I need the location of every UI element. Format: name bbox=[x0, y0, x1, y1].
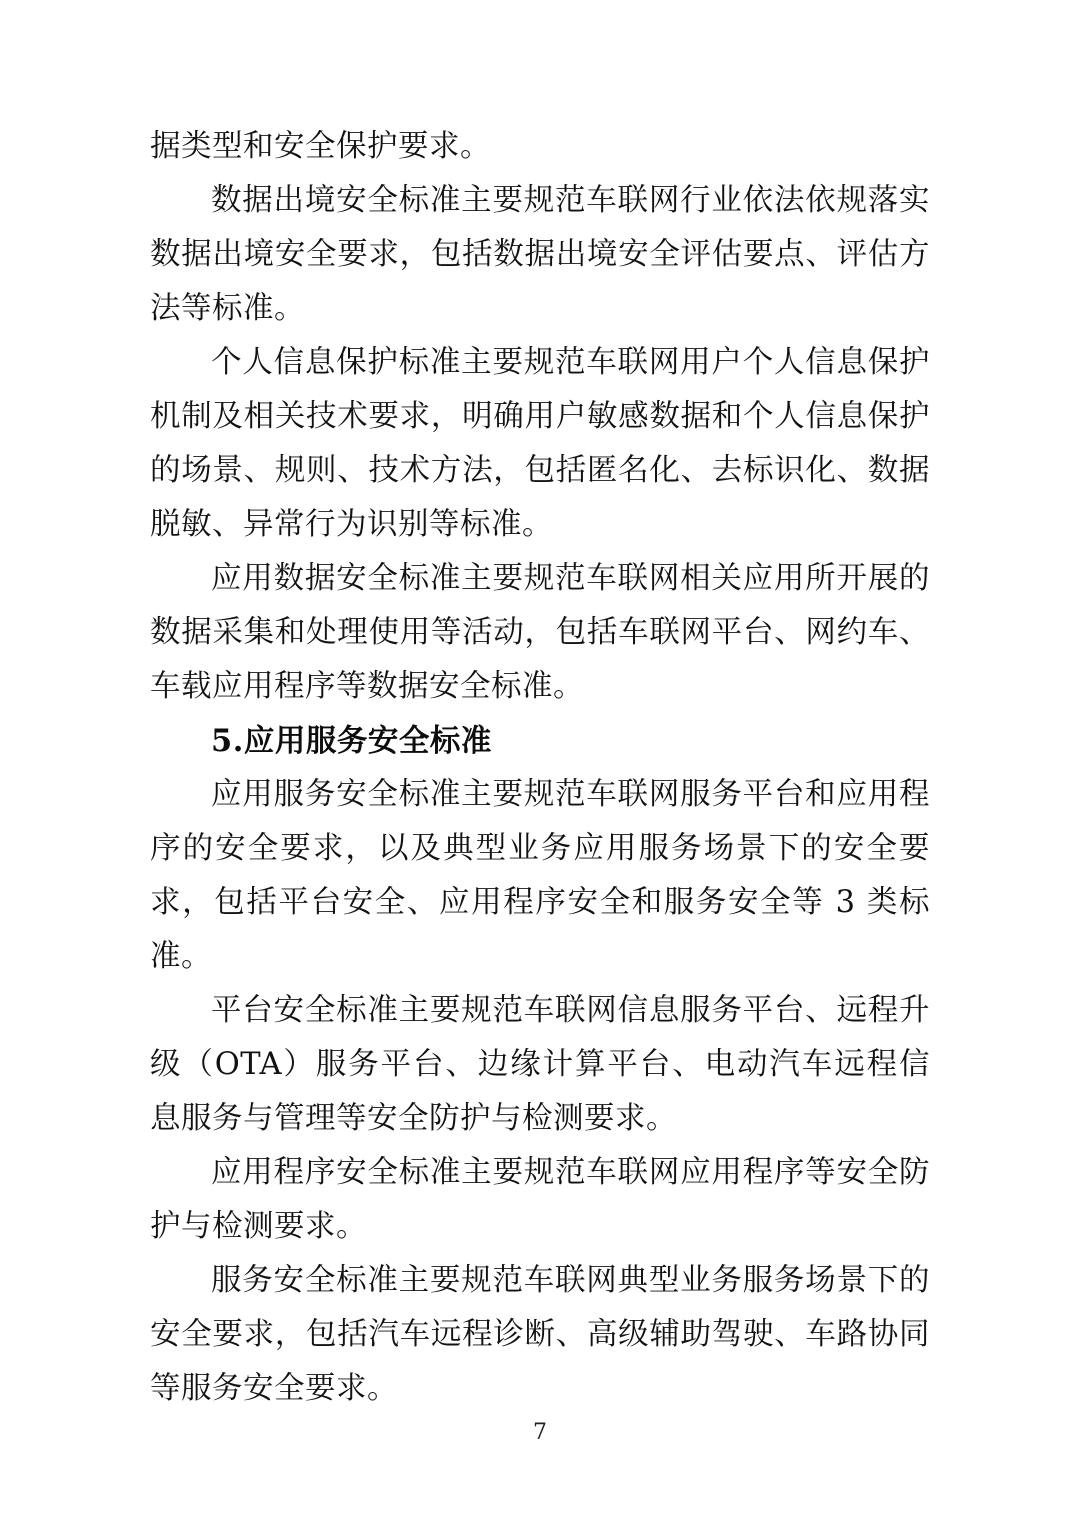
paragraph: 应用程序安全标准主要规范车联网应用程序等安全防护与检测要求。 bbox=[150, 1155, 930, 1244]
section-heading: 5.应用服务安全标准 bbox=[211, 723, 492, 759]
paragraph: 数据出境安全标准主要规范车联网行业依法依规落实数据出境安全要求，包括数据出境安全评估要点、评估方法等标准。 bbox=[150, 183, 930, 326]
paragraph: 个人信息保护标准主要规范车联网用户个人信息保护机制及相关技术要求，明确用户敏感数据和个人信息保护的场景、规则、技术方法，包括匿名化、去标识化、数据脱敏、异常行为识别等标准。 bbox=[150, 345, 930, 542]
page-number: 7 bbox=[533, 1420, 547, 1445]
paragraph: 应用数据安全标准主要规范车联网相关应用所开展的数据采集和处理使用等活动，包括车联网平台、网约车、车载应用程序等数据安全标准。 bbox=[150, 561, 930, 704]
paragraph: 应用服务安全标准主要规范车联网服务平台和应用程序的安全要求，以及典型业务应用服务场景下的安全要求，包括平台安全、应用程序安全和服务安全等 3 类标准。 bbox=[150, 777, 930, 974]
paragraph: 平台安全标准主要规范车联网信息服务平台、远程升级（OTA）服务平台、边缘计算平台、电动汽车远程信息服务与管理等安全防护与检测要求。 bbox=[150, 993, 930, 1136]
paragraph: 服务安全标准主要规范车联网典型业务服务场景下的安全要求，包括汽车远程诊断、高级辅助驾驶、车路协同等服务安全要求。 bbox=[150, 1263, 930, 1406]
paragraph: 据类型和安全保护要求。 bbox=[150, 129, 491, 164]
document-body bbox=[150, 120, 930, 1416]
